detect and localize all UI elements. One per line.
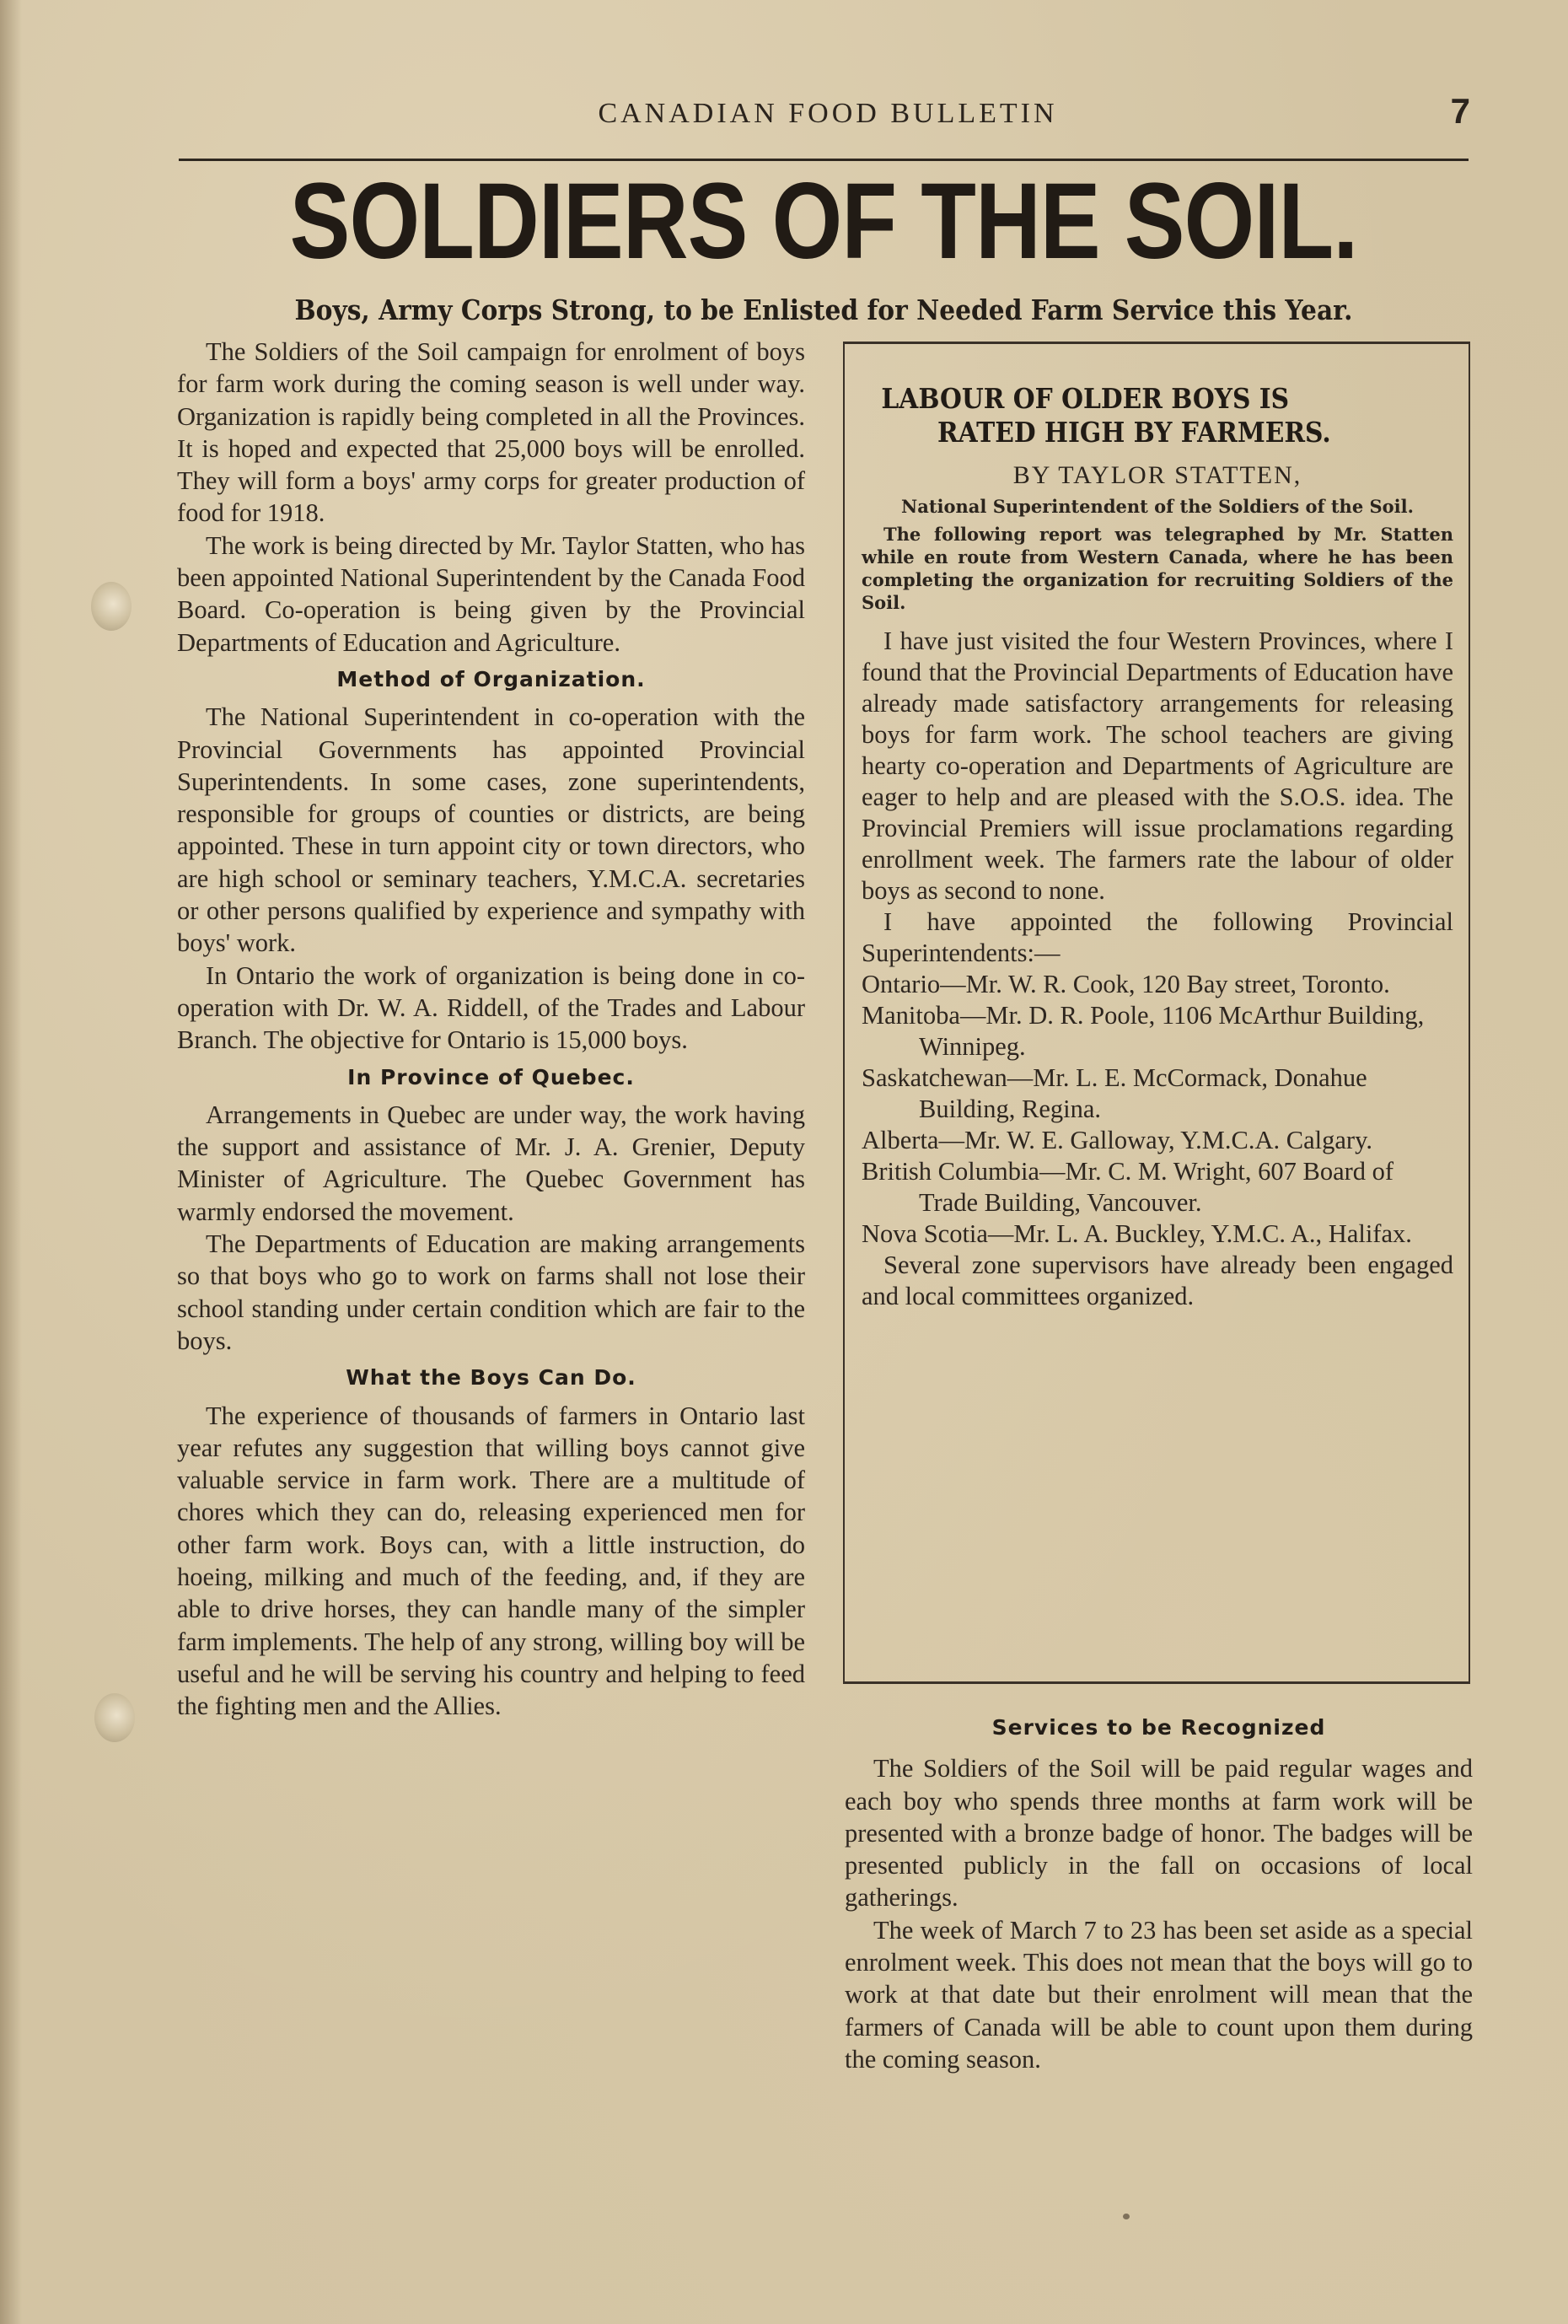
paragraph: The Soldiers of the Soil will be paid regular wages and each boy who spends three months at farm work will be presented with a bronze badge of honor. The badges will be presented publicly in the fall on occasions of local gatherings. xyxy=(845,1754,1473,1912)
right-column xyxy=(845,1712,1473,2075)
paragraph: The work is being directed by Mr. Taylor Statten, who has been appointed National Superintendent by the Canada Food Board. Co-operation is being given by the Provincial Departments of Education and Agriculture. xyxy=(177,530,805,657)
section-heading-services: Services to be Recognized xyxy=(991,1715,1326,1740)
left-column xyxy=(177,336,805,1722)
section-heading-quebec: In Province of Quebec. xyxy=(347,1064,635,1089)
superintendent-entry: Saskatchewan—Mr. L. E. McCormack, Donahue Building, Regina. xyxy=(862,1063,1367,1123)
running-title: CANADIAN FOOD BULLETIN xyxy=(598,98,1058,129)
section-heading-method: Method of Organization. xyxy=(336,666,646,691)
article-headline: SOLDIERS OF THE SOIL. xyxy=(289,161,1358,282)
sidebar-title-line2: RATED HIGH BY FARMERS. xyxy=(937,416,1331,449)
superintendent-entry: Nova Scotia—Mr. L. A. Buckley, Y.M.C. A., Halifax. xyxy=(862,1219,1412,1248)
article-subhead: Boys, Army Corps Strong, to be Enlisted for Needed Farm Service this Year. xyxy=(294,293,1353,326)
superintendent-entry: Manitoba—Mr. D. R. Poole, 1106 McArthur Building, Winnipeg. xyxy=(862,1001,1425,1061)
paragraph: In Ontario the work of organization is being done in co-operation with Dr. W. A. Riddell, of the Trades and Labour Branch. The objective for Ontario is 15,000 boys. xyxy=(177,960,805,1055)
sidebar-title-line1: LABOUR OF OLDER BOYS IS xyxy=(881,382,1290,415)
paragraph: Several zone supervisors have already been engaged and local committees organized. xyxy=(862,1251,1453,1310)
sidebar-title xyxy=(862,382,1453,449)
sidebar-intro-note: The following report was telegraphed by Mr. Statten while en route from Western Canada, where he has been completing the organization for recruiting Soldiers of the Soil. xyxy=(862,524,1453,613)
superintendent-entry: British Columbia—Mr. C. M. Wright, 607 Board of Trade Building, Vancouver. xyxy=(862,1157,1394,1217)
paragraph: I have just visited the four Western Provinces, where I found that the Provincial Departments of Education have already made satisfactory arrangements for releasing boys for farm work. The school teachers are giving hearty co-operation and Departments of Agriculture are eager to help and are pleased with the S.O.S. idea. The Provincial Premiers will issue proclamations regarding enrollment week. The farmers rate the labour of older boys as second to none. xyxy=(862,627,1453,905)
sidebar-byline-title: National Superintendent of the Soldiers of the Soil. xyxy=(901,496,1414,517)
superintendent-entry: Alberta—Mr. W. E. Galloway, Y.M.C.A. Calgary. xyxy=(862,1126,1372,1154)
paragraph: The experience of thousands of farmers in Ontario last year refutes any suggestion that willing boys cannot give valuable service in farm work. There are a multitude of chores which they can do, releasing experienced men for other farm work. Boys can, with a little instruction, do hoeing, milking and much of the feeding, and, if they are able to drive horses, they can handle many of the simpler farm implements. The help of any strong, willing boy will be useful and he will be serving his country and helping to feed the fighting men and the Allies. xyxy=(177,1401,805,1721)
page-header xyxy=(179,91,1477,142)
paragraph: The week of March 7 to 23 has been set aside as a special enrolment week. This does not mean that the boys will go to work at that date but their enrolment will mean that the farmers of Canada will be able to count upon them during the coming season. xyxy=(845,1915,1473,2074)
sidebar-box xyxy=(843,342,1470,1684)
binding-hole-mark xyxy=(91,582,132,631)
sidebar-body xyxy=(862,626,1453,1312)
page-number: 7 xyxy=(1450,91,1470,131)
paragraph: I have appointed the following Provincial Superintendents:— xyxy=(862,907,1453,967)
paragraph: The Soldiers of the Soil campaign for enrolment of boys for farm work during the coming season is well under way. Organization is rapidly being completed in all the Provinces. It is hoped and expected that 25,000 boys will be enrolled. They will form a boys' army corps for greater production of food for 1918. xyxy=(177,337,805,528)
paper-speck xyxy=(1123,2214,1130,2219)
superintendent-entry: Ontario—Mr. W. R. Cook, 120 Bay street, Toronto. xyxy=(862,970,1390,998)
section-heading-boys: What the Boys Can Do. xyxy=(346,1365,636,1391)
sidebar-byline: BY TAYLOR STATTEN, xyxy=(1012,461,1302,489)
sidebar-box-content xyxy=(862,382,1453,1312)
binding-hole-mark xyxy=(94,1693,135,1742)
paragraph: Arrangements in Quebec are under way, the work having the support and assistance of Mr. J. A. Grenier, Deputy Minister of Agriculture. The Quebec Government has warmly endorsed the movement. xyxy=(177,1100,805,1226)
paragraph: The National Superintendent in co-operation with the Provincial Governments has appointed Provincial Superintendents. In some cases, zone superintendents, responsible for groups of counties or districts, are being appointed. These in turn appoint city or town directors, who are high school or seminary teachers, Y.M.C.A. secretaries or other persons qualified by experience and sympathy with boys' work. xyxy=(177,702,805,958)
page-binding-shadow xyxy=(0,0,22,2324)
paragraph: The Departments of Education are making arrangements so that boys who go to work on farms shall not lose their school standing under certain condition which are fair to the boys. xyxy=(177,1229,805,1355)
